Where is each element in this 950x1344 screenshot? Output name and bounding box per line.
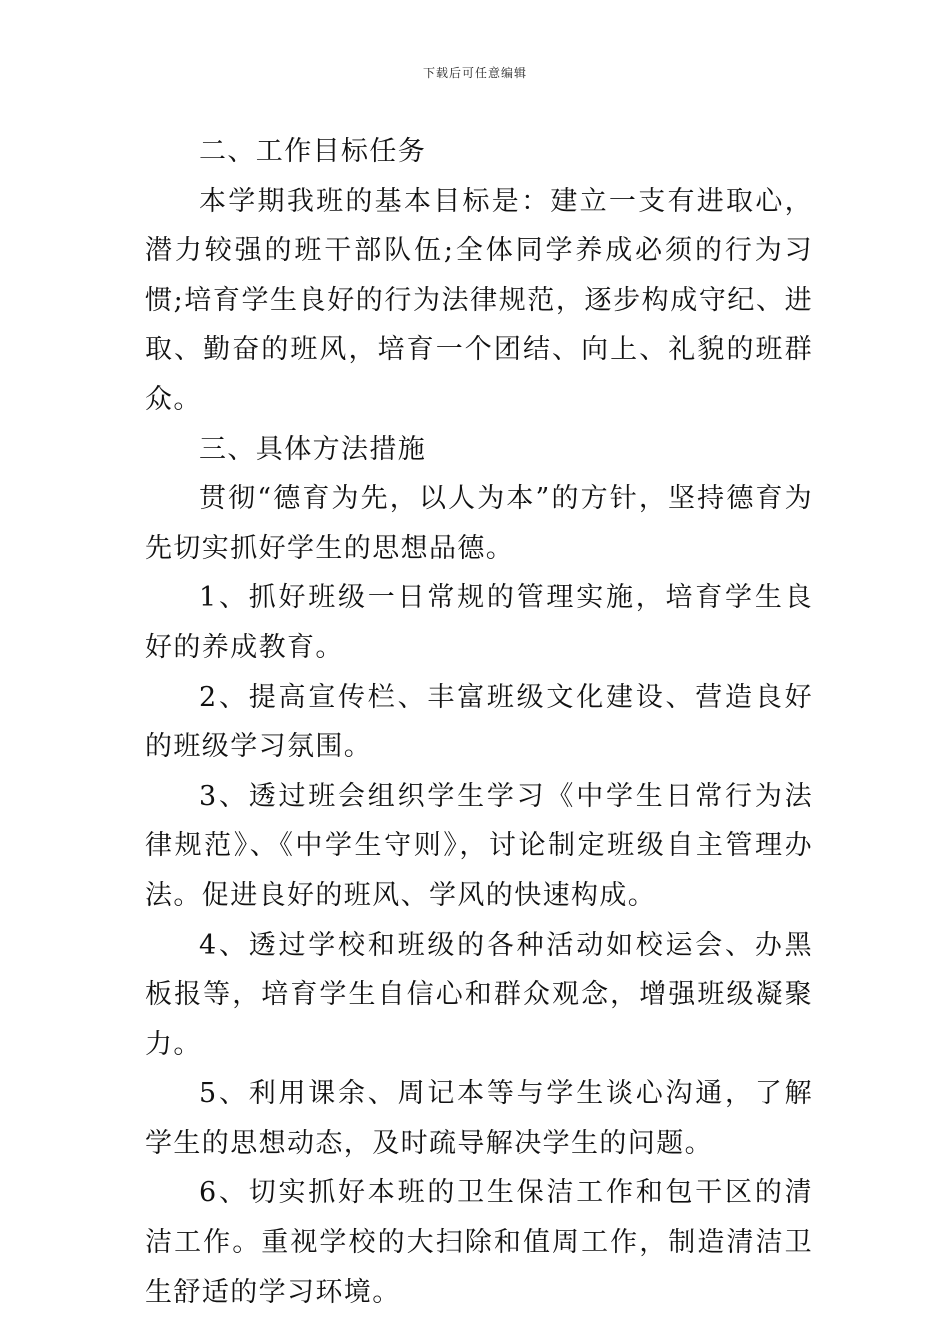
section-heading-goals: 二、工作目标任务 bbox=[199, 136, 427, 167]
list-item-5: 5、利用课余、周记本等与学生谈心沟通，了解学生的思想动态，及时疏导解决学生的问题。 bbox=[145, 1078, 813, 1159]
list-item-4: 4、透过学校和班级的各种活动如校运会、办黑板报等，培育学生自信心和群众观念，增强班级凝聚力。 bbox=[145, 929, 813, 1060]
paragraph-policy: 贯彻“德育为先，以人为本”的方针，坚持德育为先切实抓好学生的思想品德。 bbox=[145, 483, 813, 564]
paragraph-goals: 本学期我班的基本目标是：建立一支有进取心，潜力较强的班干部队伍;全体同学养成必须的行为习惯;培育学生良好的行为法律规范，逐步构成守纪、进取、勤奋的班风，培育一个团结、向上、礼貌的班群众。 bbox=[145, 185, 813, 415]
list-item-6: 6、切实抓好本班的卫生保洁工作和包干区的清洁工作。重视学校的大扫除和值周工作，制造清洁卫生舒适的学习环境。 bbox=[145, 1177, 813, 1308]
list-item-2: 2、提高宣传栏、丰富班级文化建设、营造良好的班级学习氛围。 bbox=[145, 681, 813, 763]
list-item-1: 1、抓好班级一日常规的管理实施，培育学生良好的养成教育。 bbox=[145, 582, 813, 663]
page-header: 下载后可任意编辑 bbox=[422, 66, 527, 80]
document-body bbox=[145, 127, 813, 1317]
list-item-3: 3、透过班会组织学生学习《中学生日常行为法律规范》、《中学生守则》，讨论制定班级自主管理办法。促进良好的班风、学风的快速构成。 bbox=[145, 780, 813, 911]
section-heading-measures: 三、具体方法措施 bbox=[199, 433, 427, 465]
